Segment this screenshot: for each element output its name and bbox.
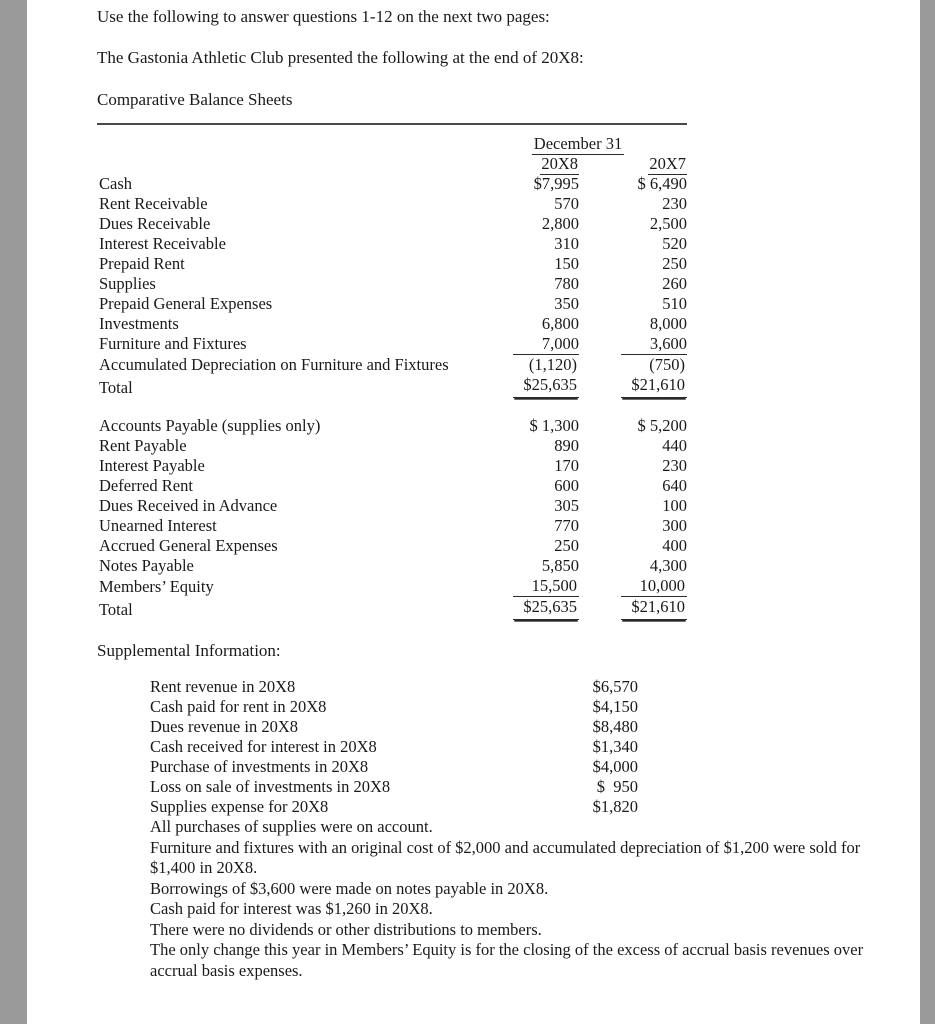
row-label: Interest Payable	[99, 456, 205, 475]
row-label: Furniture and Fixtures	[99, 334, 247, 353]
instruction-line: Use the following to answer questions 1-12 on the next two pages:	[97, 7, 550, 26]
row-label: Cash	[99, 174, 132, 193]
table-row	[97, 516, 687, 536]
row-value-20x7: 230	[662, 456, 687, 475]
row-value-20x7: 10,000	[579, 576, 687, 597]
row-value-20x7: 510	[662, 294, 687, 313]
column-header-20x7: 20X7	[649, 154, 686, 173]
row-value-20x7: (750)	[579, 354, 687, 375]
row-value-20x7: 440	[662, 436, 687, 455]
table-row	[97, 294, 687, 314]
row-value-20x8: 5,850	[541, 556, 579, 575]
table-row	[97, 456, 687, 476]
row-value-20x7: 260	[662, 274, 687, 293]
table-row	[97, 436, 687, 456]
column-header-20x8: 20X8	[541, 154, 578, 173]
row-label: Accounts Payable (supplies only)	[99, 416, 321, 435]
supplemental-row	[150, 777, 638, 797]
table-row	[97, 556, 687, 576]
row-value-20x8: 770	[554, 516, 579, 535]
table-row	[97, 496, 687, 516]
row-value-20x8: 310	[554, 234, 579, 253]
supplemental-row	[150, 757, 638, 777]
row-label: Dues Receivable	[99, 214, 211, 233]
table-row-assets-total	[97, 375, 687, 398]
row-value-20x8: 15,500	[469, 576, 579, 597]
table-row-contra	[97, 354, 687, 375]
row-value-20x7: 300	[662, 516, 687, 535]
row-value-20x7: 640	[662, 476, 687, 495]
supplemental-label: Dues revenue in 20X8	[150, 717, 299, 736]
row-value-20x8: 150	[554, 254, 579, 273]
row-label: Investments	[99, 314, 179, 333]
table-row	[97, 314, 687, 334]
supplemental-row	[150, 737, 638, 757]
row-value-20x8: $7,995	[533, 174, 579, 193]
row-value-20x8: $ 1,300	[529, 416, 579, 435]
row-value-20x7: 520	[662, 234, 687, 253]
row-value-20x8: 7,000	[541, 334, 579, 353]
row-value-20x8: 2,800	[541, 214, 579, 233]
supplemental-notes	[150, 817, 880, 981]
row-label: Notes Payable	[99, 556, 194, 575]
table-header-span-row	[97, 134, 687, 154]
table-row	[97, 174, 687, 194]
row-label: Rent Receivable	[99, 194, 208, 213]
supplemental-value: $4,150	[592, 697, 638, 716]
row-label: Accrued General Expenses	[99, 536, 278, 555]
note-line: All purchases of supplies were on account.	[150, 817, 433, 836]
row-value-20x8: 170	[554, 456, 579, 475]
table-row-equity	[97, 576, 687, 597]
table-header-row	[97, 154, 687, 174]
supplemental-label: Cash received for interest in 20X8	[150, 737, 377, 756]
row-label: Deferred Rent	[99, 476, 193, 495]
row-value-20x7: $21,610	[579, 597, 687, 620]
row-value-20x8: 570	[554, 194, 579, 213]
row-label: Members’ Equity	[99, 577, 214, 596]
supplemental-heading: Supplemental Information:	[97, 641, 281, 660]
document-page	[27, 0, 920, 1024]
row-value-20x8: 6,800	[541, 314, 579, 333]
row-value-20x8: 250	[554, 536, 579, 555]
row-value-20x8: 890	[554, 436, 579, 455]
row-label: Prepaid General Expenses	[99, 294, 273, 313]
note-line: Borrowings of $3,600 were made on notes payable in 20X8.	[150, 878, 549, 898]
right-margin-band	[920, 0, 935, 1024]
supplemental-value: $4,000	[592, 757, 638, 776]
supplemental-label: Rent revenue in 20X8	[150, 677, 296, 696]
table-row	[97, 274, 687, 294]
row-value-20x8: 780	[554, 274, 579, 293]
table-row	[97, 214, 687, 234]
table-row	[97, 194, 687, 214]
row-value-20x7: $ 6,490	[637, 174, 687, 193]
row-value-20x7: 8,000	[649, 314, 687, 333]
supplemental-row	[150, 797, 638, 817]
row-value-20x8: 600	[554, 476, 579, 495]
table-row	[97, 234, 687, 254]
row-value-20x7: $ 5,200	[637, 416, 687, 435]
table-row	[97, 254, 687, 274]
supplemental-label: Loss on sale of investments in 20X8	[150, 777, 391, 796]
section-spacer	[97, 398, 687, 416]
supplemental-value: $6,570	[592, 677, 638, 696]
left-margin-band	[0, 0, 27, 1024]
row-value-20x7: 250	[662, 254, 687, 273]
table-row-liabilities-total	[97, 597, 687, 620]
row-label: Total	[99, 600, 133, 619]
row-value-20x7: 400	[662, 536, 687, 555]
table-row	[97, 416, 687, 436]
comparative-balance-sheet-table	[97, 134, 687, 620]
supplemental-label: Supplies expense for 20X8	[150, 797, 329, 816]
row-label: Interest Receivable	[99, 234, 226, 253]
scenario-line: The Gastonia Athletic Club presented the following at the end of 20X8:	[97, 48, 584, 67]
title-divider	[97, 123, 687, 125]
statement-title: Comparative Balance Sheets	[97, 90, 293, 109]
supplemental-row	[150, 717, 638, 737]
supplemental-items-table	[150, 677, 638, 817]
row-label: Rent Payable	[99, 436, 187, 455]
row-value-20x7: 100	[662, 496, 687, 515]
row-value-20x7: 3,600	[649, 334, 687, 353]
table-row	[97, 476, 687, 496]
row-label: Accumulated Depreciation on Furniture and Fixtures	[99, 355, 449, 374]
row-value-20x7: 2,500	[649, 214, 687, 233]
note-line: There were no dividends or other distributions to members.	[150, 919, 542, 939]
row-value-20x8: 350	[554, 294, 579, 313]
document-content	[97, 0, 887, 981]
supplemental-value: $1,820	[592, 797, 638, 816]
row-label: Total	[99, 378, 133, 397]
note-line: Cash paid for interest was $1,260 in 20X8.	[150, 899, 433, 918]
supplemental-row	[150, 697, 638, 717]
supplemental-value: $8,480	[592, 717, 638, 736]
supplemental-label: Cash paid for rent in 20X8	[150, 697, 327, 716]
row-value-20x7: 230	[662, 194, 687, 213]
row-value-20x7: $21,610	[579, 375, 687, 398]
spacer-cell	[97, 134, 469, 154]
row-label: Dues Received in Advance	[99, 496, 278, 515]
note-line: The only change this year in Members’ Equity is for the closing of the excess of accrual basis revenues over accrual basis expenses.	[150, 940, 864, 980]
table-row	[97, 334, 687, 354]
row-label: Supplies	[99, 274, 156, 293]
row-value-20x7: 4,300	[649, 556, 687, 575]
supplemental-row	[150, 677, 638, 697]
row-label: Prepaid Rent	[99, 254, 185, 273]
note-line: Furniture and fixtures with an original cost of $2,000 and accumulated depreciation of $1,200 were sold for $1,400 in 20X8.	[150, 837, 861, 877]
supplemental-value: $ 950	[596, 777, 638, 796]
supplemental-label: Purchase of investments in 20X8	[150, 757, 369, 776]
row-label: Unearned Interest	[99, 516, 217, 535]
row-value-20x8: $25,635	[469, 375, 579, 398]
row-value-20x8: (1,120)	[469, 354, 579, 375]
row-value-20x8: 305	[554, 496, 579, 515]
period-header: December 31	[533, 134, 623, 153]
table-row	[97, 536, 687, 556]
spacer-cell	[97, 154, 469, 174]
row-value-20x8: $25,635	[469, 597, 579, 620]
supplemental-value: $1,340	[592, 737, 638, 756]
